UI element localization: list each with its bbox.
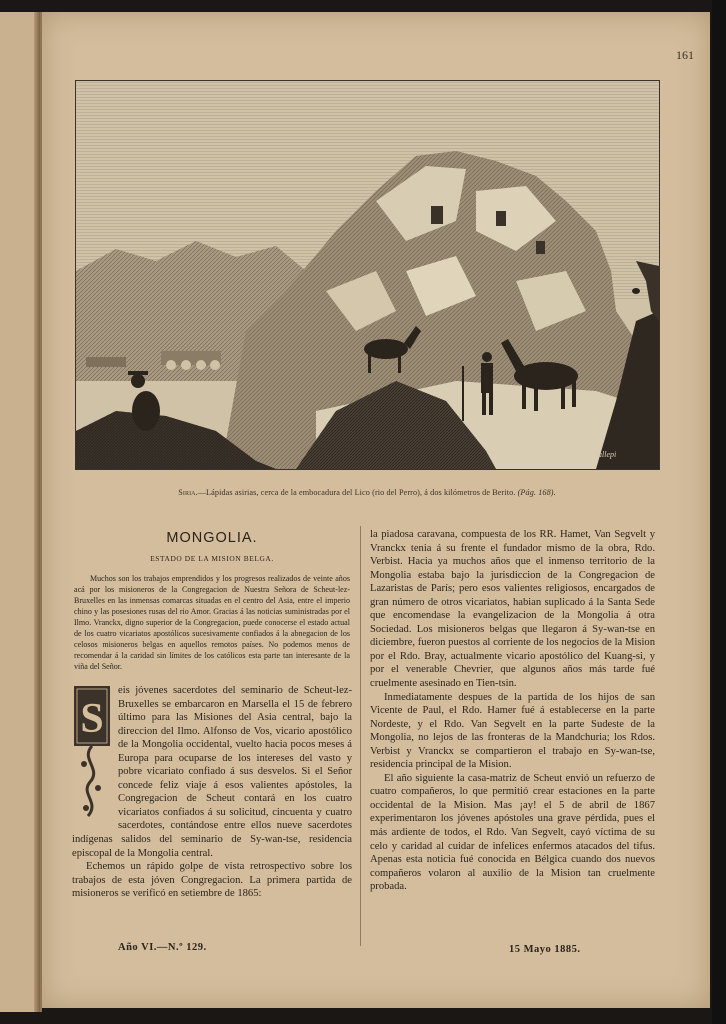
engraver-signature: Sallepi: [594, 450, 617, 459]
column-divider: [360, 526, 361, 946]
paragraph-4: Inmediatamente despues de la partida de los hijos de san Vicente de Paul, el Rdo. Hamer fué á establecerse en la parte Nordeste, y el Rdo. Van Segvelt en la parte Sudeste de la Mongolia, no lejos de las fronteras de la Mandchuria; los Rdos. Verbist y Vranckx se compartieron el trabajo en Sy-wan-tse, residencia principal de la Mision.: [370, 691, 655, 771]
lead-paragraph: eis jóvenes sacerdotes del seminario de Scheut-lez-Bruxelles se embarcaron en Marsella el 15 de febrero último para las Misiones del Asia central, bajo la direccion del Ilmo. Alfonso de Vos, vicario apostólico de la Mongolia occidental, vuelto hacia pocos meses á Europa para ocuparse de los intereses del vasto y pobre vicariato confiado á sus desvelos. Si el Señor concede feliz viaje á esos valientes apóstoles, la Congregacion de Scheut contará en los cuatro vicariatos confiados á su solicitud, cincuenta y cuatro sacerdotes, contándose entre ellos nueve sacerdotes indígenas salidos del seminario de Sy-wan-tse, residencia episcopal de la Mongolia central.: [72, 685, 352, 859]
caption-text: —Lápidas asirias, cerca de la embocadura del Lico (rio del Perro), á dos kilómetros de Berito.: [197, 488, 516, 497]
figure-caption: [72, 488, 662, 497]
issue-date: 15 Mayo 1885.: [509, 944, 581, 955]
left-column: [72, 526, 352, 901]
drop-cap-ornament-icon: [72, 684, 112, 826]
article-intro: Muchos son los trabajos emprendidos y los progresos realizados de veinte años acá por los misioneros de la Congregacion de Nuestra Señora de Scheut-lez-Bruxelles en las inmensas comarcas situadas en el centro del Asia, entre el imperio chino y las posesiones rusas del rio Amor. Gracias á las noticias suministradas por el Ilmo. Vranckx, digno superior de la Congregacion, puede conocerse el estado actual de los cuatro vicariatos apostólicos sucesivamente confiados á la abnegacion de los celosos misioneros belgas en aquellos remotos países. No podemos menos de recomendar á la caridad sin límites de los católicos esta parte tan interesante de la viña del Señor.: [74, 574, 350, 671]
paragraph-2: Echemos un rápido golpe de vista retrospectivo sobre los trabajos de esta jóven Congregacion. La primera partida de misioneros se verificó en setiembre de 1865:: [72, 861, 352, 900]
paragraph-3: la piadosa caravana, compuesta de los RR. Hamet, Van Segvelt y Vranckx tenia á su frente el fundador mismo de la obra, Rdo. Verbist. Hacia ya muchos años que el inmenso territorio de la Mongolia estaba bajo la jurisdiccion de la Congregacion de Lazaristas de París; pero esos valientes religiosos, encargados de gran número de otros vicariatos, habian suplicado á la Santa Sede que encomendase la evangelizacion de la Mongolia á otra Sociedad. Los misioneros belgas que llegaron á Sy-wan-tse en diciembre, fueron puestos al corriente de los negocios de la Mision por el Rdo. Bray, actualmente vicario apostólico del Kuang-si, y por el venerable Chevrier, que algunos años más tarde fué cruelmente asesinado en Tien-tsin.: [370, 529, 655, 690]
rocky-landscape-engraving: [76, 81, 659, 469]
caption-page-ref: (Pág. 168).: [517, 488, 556, 497]
article-title: MONGOLIA.: [166, 530, 258, 546]
ornamental-drop-cap: [72, 684, 112, 826]
paragraph-5: El año siguiente la casa-matriz de Scheut envió un refuerzo de cuatro compañeros, lo que permitió crear estaciones en la parte occidental de la Mision. Mas ¡ay! el 5 de abril de 1867 experimentaron los jóvenes apóstoles una grave pérdida, pues el más ardiente de todos, el Rdo. Van Segvelt, cayó víctima de su celo y caridad al cuidar de infelices enfermos atacados del tifus. Apenas esta noticia fué conocida en Bélgica cuando dos nuevos compañeros volaron al auxilio de la Mision tan cruelmente probada.: [370, 772, 655, 893]
right-column: [370, 528, 655, 894]
page-number: 161: [676, 48, 694, 62]
drop-cap-letter: S: [80, 696, 104, 742]
scan-border: [712, 0, 726, 1024]
journal-page: [42, 12, 710, 1008]
caption-place: Siria.: [178, 488, 198, 497]
left-page-edge: [0, 12, 42, 1012]
article-subtitle: ESTADO DE LA MISION BELGA.: [150, 554, 274, 563]
issue-number: Año VI.—N.º 129.: [118, 942, 207, 953]
engraving-illustration: [75, 80, 660, 470]
lead-paragraph-block: [72, 684, 352, 860]
